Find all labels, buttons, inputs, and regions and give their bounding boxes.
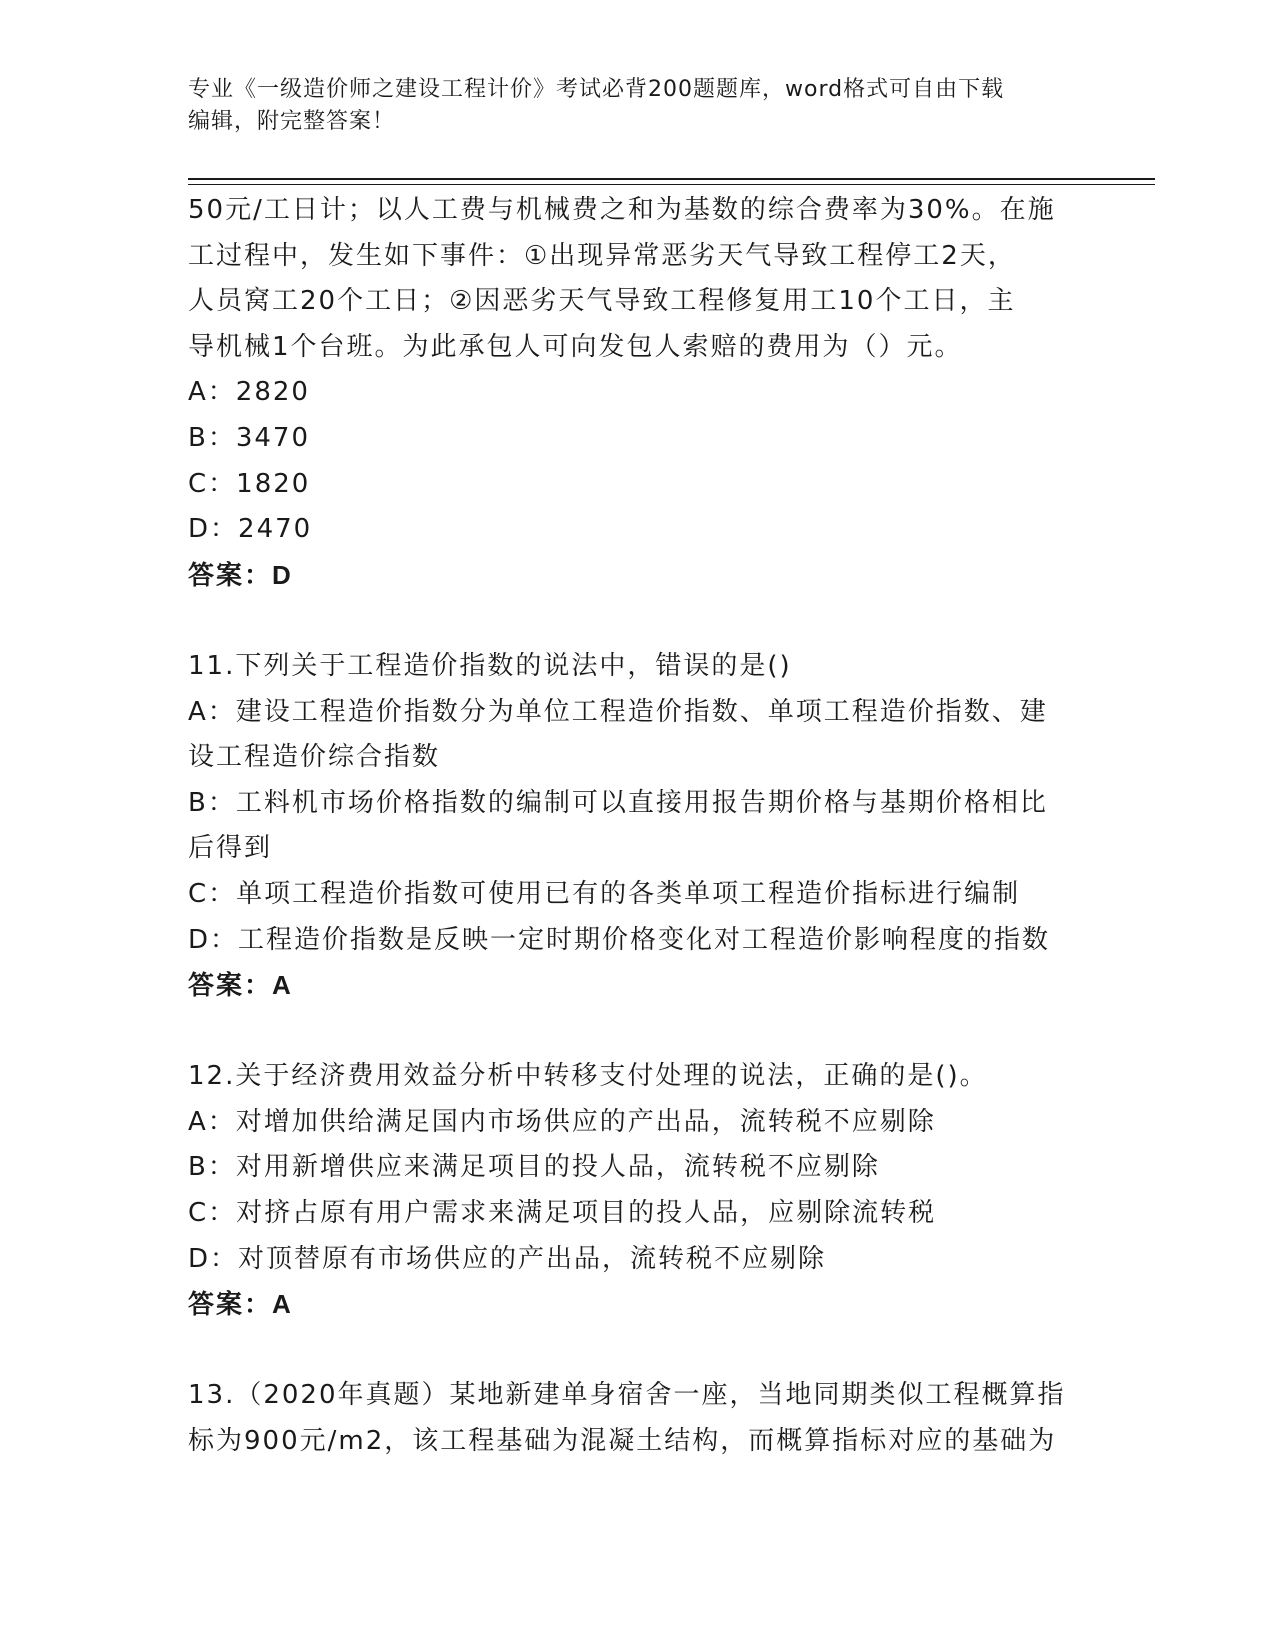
option-a-continued: 设工程造价综合指数	[188, 742, 441, 773]
question-content	[188, 188, 1088, 1465]
option-a: A：建设工程造价指数分为单位工程造价指数、单项工程造价指数、建	[188, 696, 1048, 727]
question-stem: 11.下列关于工程造价指数的说法中，错误的是()	[188, 650, 792, 681]
option-c: C：对挤占原有用户需求来满足项目的投人品，应剔除流转税	[188, 1198, 937, 1229]
document-header	[188, 74, 1088, 138]
option-c: C：单项工程造价指数可使用已有的各类单项工程造价指标进行编制	[188, 878, 1021, 909]
option-b: B：工料机市场价格指数的编制可以直接用报告期价格与基期价格相比	[188, 787, 1048, 818]
question-stem-line: 13.（2020年真题）某地新建单身宿舍一座，当地同期类似工程概算指	[188, 1380, 1066, 1411]
spacer	[188, 1328, 1088, 1374]
header-rule-thin	[188, 184, 1155, 185]
header-line-1: 专业《一级造价师之建设工程计价》考试必背200题题库，word格式可自由下载	[188, 77, 1005, 102]
spacer	[188, 1009, 1088, 1055]
option-b-continued: 后得到	[188, 833, 273, 864]
question-stem-line: 50元/工日计；以人工费与机械费之和为基数的综合费率为30%。在施	[188, 195, 1056, 225]
question-stem-line: 导机械1个台班。为此承包人可向发包人索赔的费用为（）元。	[188, 331, 963, 362]
question-stem-line: 标为900元/m2，该工程基础为混凝土结构，而概算指标对应的基础为	[188, 1426, 1057, 1457]
spacer	[188, 598, 1088, 644]
header-rule-thick	[188, 178, 1155, 180]
option-c: C：1820	[188, 468, 311, 499]
option-d: D：2470	[188, 514, 313, 545]
option-b: B：对用新增供应来满足项目的投人品，流转税不应剔除	[188, 1152, 880, 1183]
question-10	[188, 188, 1088, 598]
option-d: D：工程造价指数是反映一定时期价格变化对工程造价影响程度的指数	[188, 924, 1051, 955]
option-b: B：3470	[188, 422, 311, 453]
answer-line: 答案：A	[188, 970, 293, 1001]
option-a: A：对增加供给满足国内市场供应的产出品，流转税不应剔除	[188, 1106, 936, 1137]
question-stem-line: 工过程中，发生如下事件：①出现异常恶劣天气导致工程停工2天，	[188, 240, 1016, 271]
question-13	[188, 1373, 1088, 1464]
question-stem-line: 人员窝工20个工日；②因恶劣天气导致工程修复用工10个工日，主	[188, 286, 1016, 317]
option-d: D：对顶替原有市场供应的产出品，流转税不应剔除	[188, 1243, 827, 1274]
answer-line: 答案：D	[188, 559, 293, 590]
header-line-2: 编辑，附完整答案！	[188, 109, 396, 134]
answer-line: 答案：A	[188, 1289, 293, 1320]
question-11	[188, 644, 1088, 1009]
question-12	[188, 1054, 1088, 1328]
option-a: A：2820	[188, 377, 310, 408]
question-stem: 12.关于经济费用效益分析中转移支付处理的说法，正确的是()。	[188, 1061, 988, 1092]
